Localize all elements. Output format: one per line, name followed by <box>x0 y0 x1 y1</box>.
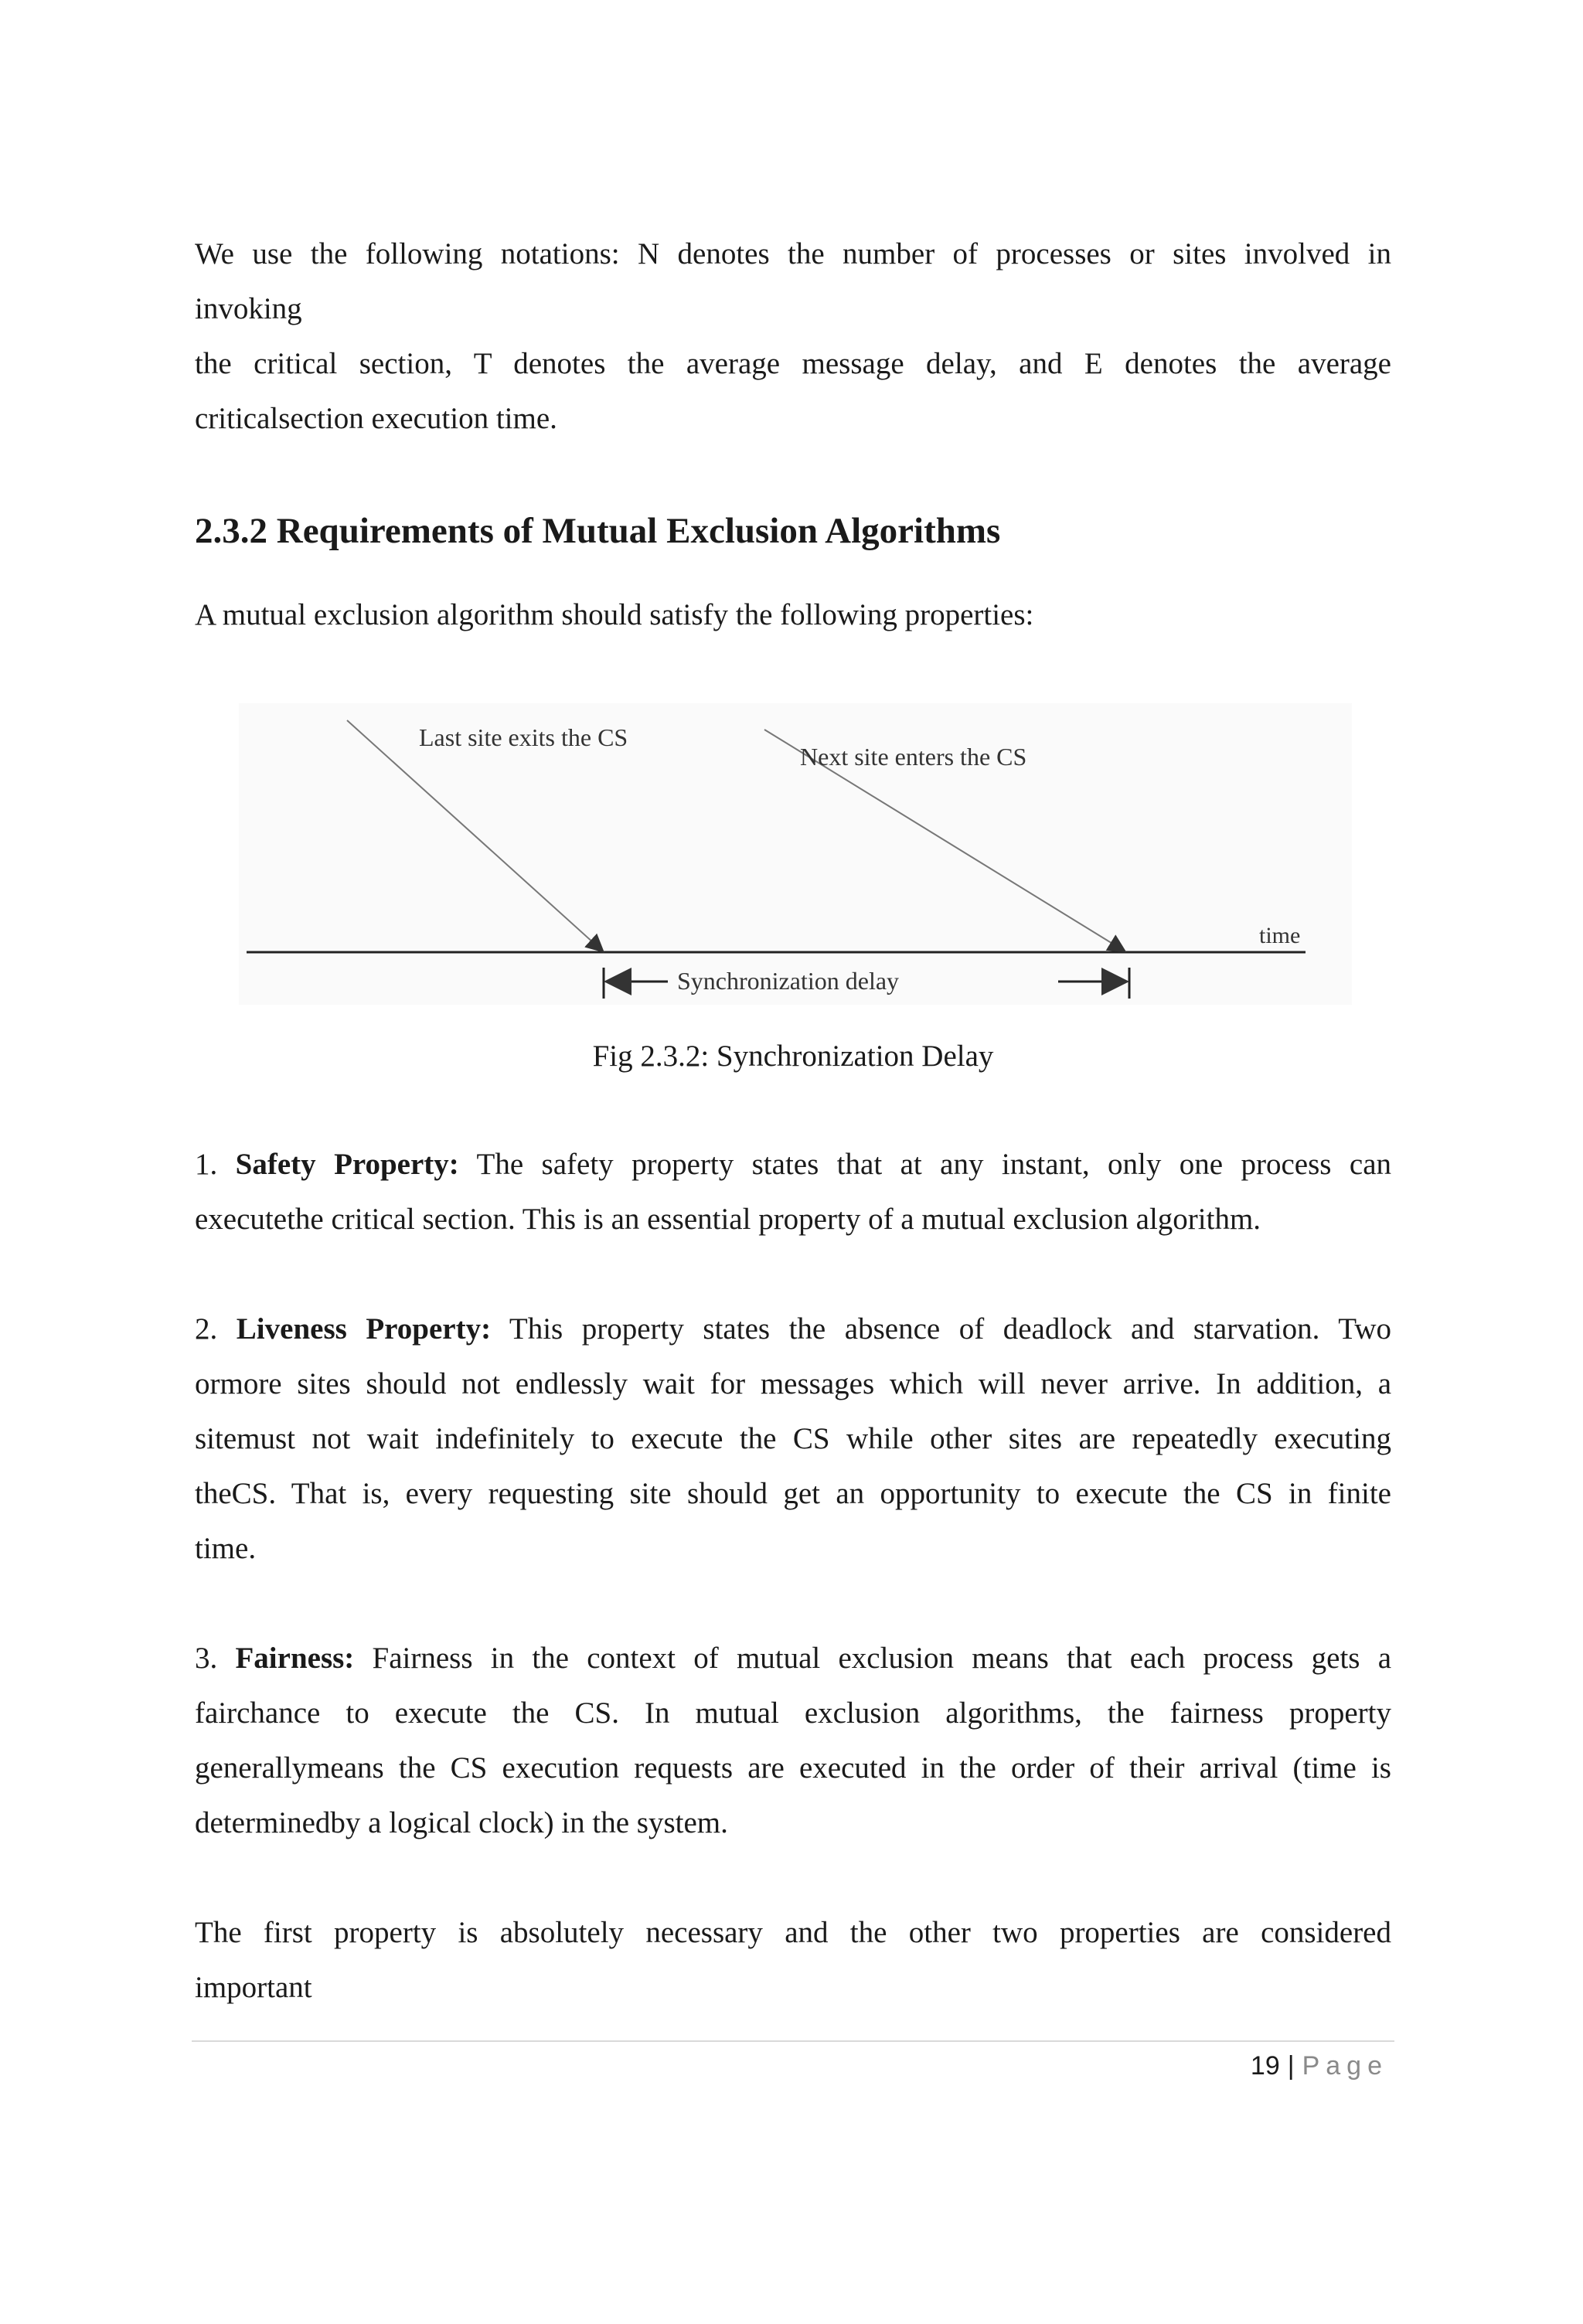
property-safety <box>195 1137 1391 1247</box>
property-line: determinedby a logical clock) in the system. <box>195 1806 728 1839</box>
property-line: executethe critical section. This is an essential property of a mutual exclusion algorithm. <box>195 1203 1261 1236</box>
section-heading: 2.3.2 Requirements of Mutual Exclusion Algorithms <box>195 511 1001 551</box>
closing-paragraph <box>195 1905 1391 2015</box>
property-line: generallymeans the CS execution requests are executed in the order of their arrival (time is <box>195 1751 1391 1785</box>
property-line: This property states the absence of deadlock and starvation. Two <box>491 1312 1392 1346</box>
document-page <box>195 0 1391 2324</box>
property-title: Liveness Property: <box>236 1312 492 1346</box>
label-next-site: Next site enters the CS <box>800 743 1027 771</box>
property-title: Safety Property: <box>235 1148 459 1181</box>
figure-caption: Fig 2.3.2: Synchronization Delay <box>592 1040 994 1073</box>
intro-line: invoking <box>195 292 302 325</box>
lead-line: A mutual exclusion algorithm should satisfy the following properties: <box>195 598 1034 631</box>
property-number: 2. <box>195 1312 218 1346</box>
page-footer <box>1251 2047 1388 2085</box>
label-last-site: Last site exits the CS <box>419 723 628 751</box>
property-line: fairchance to execute the CS. In mutual exclusion algorithms, the fairness property <box>195 1696 1391 1730</box>
section-lead <box>195 587 1391 642</box>
property-line: sitemust not wait indefinitely to execute the CS while other sites are repeatedly executing <box>195 1422 1391 1455</box>
property-liveness <box>195 1302 1391 1576</box>
last-site-arrow <box>347 720 602 951</box>
property-number: 3. <box>195 1642 218 1675</box>
property-fairness <box>195 1631 1391 1850</box>
property-title: Fairness: <box>235 1642 355 1675</box>
property-line: theCS. That is, every requesting site should get an opportunity to execute the CS in finite <box>195 1477 1391 1510</box>
label-time: time <box>1259 923 1301 948</box>
property-line: ormore sites should not endlessly wait for messages which will never arrive. In addition, a <box>195 1367 1391 1400</box>
sync-delay-diagram <box>239 703 1352 1005</box>
page-label: Page <box>1302 2051 1388 2081</box>
intro-line: criticalsection execution time. <box>195 402 557 435</box>
intro-line: the critical section, T denotes the average message delay, and E denotes the average <box>195 347 1391 380</box>
page-number: 19 <box>1250 2051 1280 2081</box>
closing-line: The first property is absolutely necessary and the other two properties are considered <box>195 1916 1391 1949</box>
property-line: Fairness in the context of mutual exclusion means that each process gets a <box>354 1642 1391 1675</box>
property-number: 1. <box>195 1148 218 1181</box>
footer-separator: | <box>1287 2051 1295 2081</box>
closing-line: important <box>195 1971 312 2004</box>
property-line: time. <box>195 1532 257 1565</box>
intro-paragraph <box>195 226 1391 446</box>
property-line: The safety property states that at any instant, only one process can <box>458 1148 1391 1181</box>
sync-delay-figure <box>239 703 1352 1005</box>
label-sync-delay: Synchronization delay <box>677 967 900 995</box>
footer-rule <box>192 2040 1394 2042</box>
intro-line: We use the following notations: N denotes the number of processes or sites involved in <box>195 237 1391 271</box>
